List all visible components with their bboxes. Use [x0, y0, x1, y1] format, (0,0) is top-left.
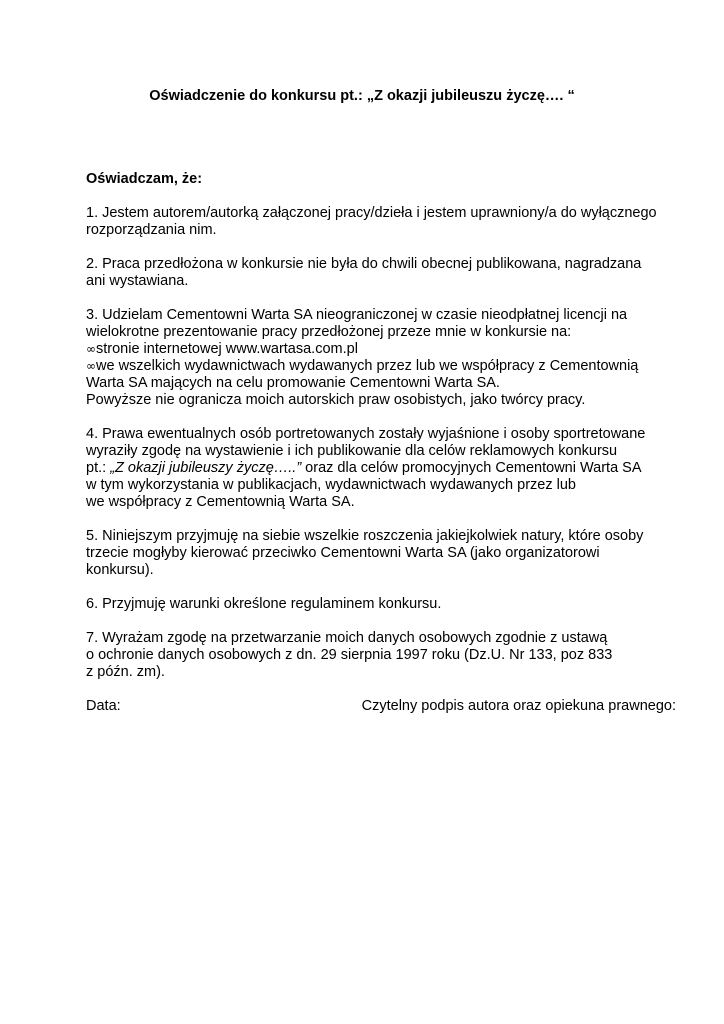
paragraph-2	[86, 256, 676, 290]
infinity-bullet-icon: ∞	[86, 342, 96, 356]
paragraph-1	[86, 205, 676, 239]
paragraph-2-line: 2. Praca przedłożona w konkursie nie była do chwili obecnej publikowana, nagradzana	[86, 256, 642, 272]
paragraph-4-line: we współpracy z Cementownią Warta SA.	[86, 494, 355, 510]
date-label: Data:	[86, 698, 121, 714]
paragraph-7	[86, 630, 676, 681]
paragraph-3-line: wielokrotne prezentowanie pracy przedłożonej przeze mnie w konkursie na:	[86, 324, 572, 340]
document-title: Oświadczenie do konkursu pt.: „Z okazji jubileuszu życzę…. “	[149, 88, 575, 104]
paragraph-4-line: 4. Prawa ewentualnych osób portretowanych zostały wyjaśnione i osoby sportretowane	[86, 426, 646, 442]
paragraph-4-prefix: pt.:	[86, 460, 111, 476]
paragraph-4-line: wyraziły zgodę na wystawienie i ich publikowanie dla celów reklamowych konkursu	[86, 443, 618, 459]
paragraph-3-closing: Powyższe nie ogranicza moich autorskich praw osobistych, jako twórcy pracy.	[86, 392, 586, 408]
paragraph-7-line: 7. Wyrażam zgodę na przetwarzanie moich danych osobowych zgodnie z ustawą	[86, 630, 608, 646]
paragraph-5-line: konkursu).	[86, 562, 154, 578]
paragraph-2-line: ani wystawiana.	[86, 273, 189, 289]
paragraph-4-suffix: oraz dla celów promocyjnych Cementowni Warta SA	[301, 460, 642, 476]
signature-label: Czytelny podpis autora oraz opiekuna prawnego:	[361, 698, 676, 714]
paragraph-4	[86, 426, 676, 511]
list-item-text: we wszelkich wydawnictwach wydawanych przez lub we współpracy z Cementownią	[96, 358, 639, 374]
contest-title-italic: „Z okazji jubileuszy życzę…..”	[110, 460, 302, 476]
paragraph-3-line: 3. Udzielam Cementowni Warta SA nieograniczonej w czasie nieodpłatnej licencji na	[86, 307, 628, 323]
paragraph-5-line: trzecie mogłyby kierować przeciwko Cementowni Warta SA (jako organizatorowi	[86, 545, 600, 561]
list-item	[86, 341, 676, 358]
paragraph-4-line	[86, 460, 676, 477]
list-item-text: stronie internetowej www.wartasa.com.pl	[96, 341, 358, 357]
declaration-heading: Oświadczam, że:	[86, 171, 203, 187]
list-item	[86, 358, 676, 375]
infinity-bullet-icon: ∞	[86, 359, 96, 373]
paragraph-6-line: 6. Przyjmuję warunki określone regulaminem konkursu.	[86, 596, 442, 612]
list-item-continuation: Warta SA mających na celu promowanie Cementowni Warta SA.	[86, 375, 500, 391]
document-body	[86, 171, 676, 715]
paragraph-7-line: o ochronie danych osobowych z dn. 29 sierpnia 1997 roku (Dz.U. Nr 133, poz 833	[86, 647, 613, 663]
signature-row	[86, 698, 676, 715]
paragraph-5	[86, 528, 676, 579]
paragraph-5-line: 5. Niniejszym przyjmuję na siebie wszelkie roszczenia jakiejkolwiek natury, które osoby	[86, 528, 644, 544]
paragraph-4-line: w tym wykorzystania w publikacjach, wydawnictwach wydawanych przez lub	[86, 477, 576, 493]
paragraph-6	[86, 596, 676, 613]
paragraph-7-line: z późn. zm).	[86, 664, 165, 680]
paragraph-1-line: rozporządzania nim.	[86, 222, 217, 238]
paragraph-1-line: 1. Jestem autorem/autorką załączonej pracy/dzieła i jestem uprawniony/a do wyłącznego	[86, 205, 657, 221]
paragraph-3	[86, 307, 676, 409]
